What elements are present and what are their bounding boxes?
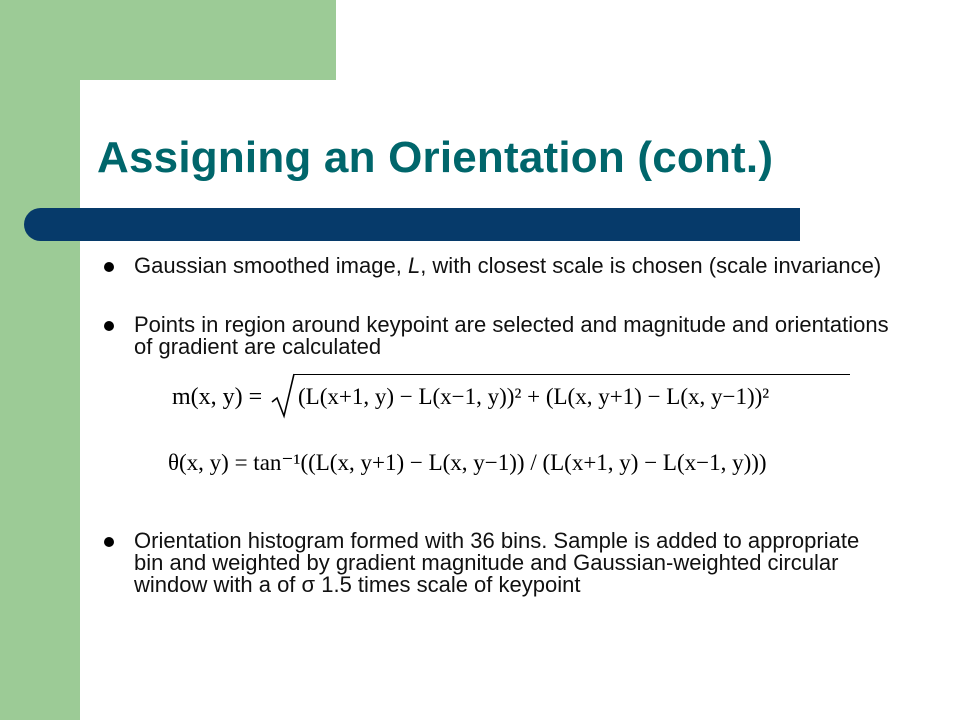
bullet-item-orientation-histogram [104, 530, 894, 596]
bullet-dot-icon [104, 262, 114, 272]
bullet-text: Orientation histogram formed with 36 bins. Sample is added to appropriate bin and weighted by gradient magnitude and Gaussian-weighted circular window with a of σ 1.5 times scale of keypoint [134, 528, 860, 597]
magnitude-formula-radicand: (L(x+1, y) − L(x−1, y))² + (L(x, y+1) − L(x, y−1))² [298, 384, 770, 409]
variable-l: L [407, 253, 421, 278]
bullet-text: Points in region around keypoint are selected and magnitude and orientations of gradient are calculated [134, 312, 889, 359]
decorative-sidebar-band [0, 0, 80, 720]
bullet-dot-icon [104, 537, 114, 547]
orientation-formula-text: θ(x, y) = tan⁻¹((L(x, y+1) − L(x, y−1)) / (L(x+1, y) − L(x−1, y))) [168, 450, 767, 475]
slide-title: Assigning an Orientation (cont.) [97, 133, 774, 182]
bullet-item-region-points [104, 314, 894, 358]
orientation-formula [168, 450, 868, 484]
decorative-rounded-corner [80, 80, 128, 128]
title-underline-bar [24, 208, 800, 241]
decorative-top-band [0, 0, 336, 80]
bullet-item-gaussian-image [104, 255, 894, 277]
magnitude-formula-lhs: m(x, y) = [172, 384, 263, 410]
square-root-sign-icon [270, 372, 296, 420]
bullet-text: Gaussian smoothed image, L, with closest scale is chosen (scale invariance) [134, 253, 882, 278]
radical-overline [294, 374, 850, 375]
magnitude-formula [172, 372, 862, 422]
bullet-dot-icon [104, 321, 114, 331]
